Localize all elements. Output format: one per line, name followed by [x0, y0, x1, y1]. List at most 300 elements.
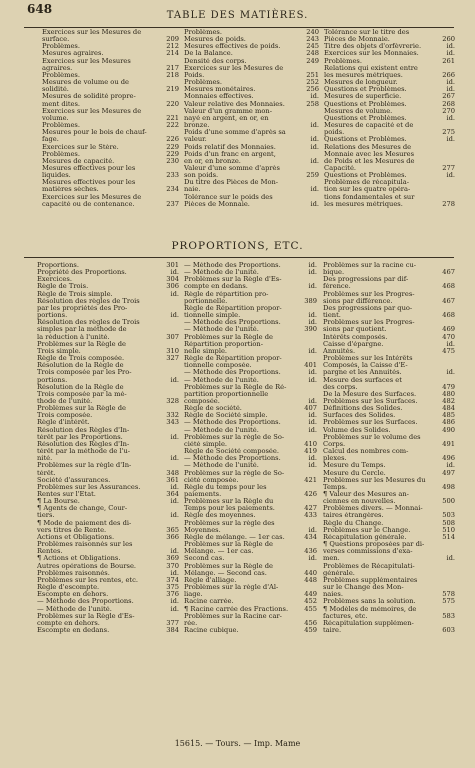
- toc-entry: [324, 93, 455, 100]
- toc-entry: [37, 434, 179, 441]
- toc-entry-title: Exercices sur les Mesures: [42, 57, 131, 65]
- toc-entry: [42, 93, 179, 100]
- toc-entry-page: 328: [166, 397, 179, 405]
- toc-entry: [323, 534, 455, 541]
- toc-entry-page: [161, 427, 179, 434]
- toc-entry: [42, 136, 179, 143]
- toc-entry-page: [161, 305, 179, 312]
- toc-entry-title: ciété composée.: [184, 476, 239, 484]
- toc-entry: [42, 115, 179, 122]
- toc-entry-title: Volume des Solides.: [323, 426, 391, 434]
- toc-entry: [184, 179, 319, 186]
- toc-entry-title: Problèmes sur la règle d'Al-: [184, 584, 279, 592]
- toc-entry: [324, 50, 455, 57]
- toc-entry-title: agraires.: [42, 64, 73, 72]
- toc-entry: [323, 262, 455, 269]
- toc-entry-page: [437, 276, 455, 283]
- toc-entry-page: 278: [442, 200, 455, 208]
- toc-entry-page: 475: [442, 347, 455, 355]
- toc-entry: [324, 158, 455, 165]
- toc-entry-page: 307: [166, 333, 179, 341]
- toc-entry-title: Monnaies effectives.: [184, 93, 254, 101]
- toc-entry-title: — Méthode de l'unité.: [184, 462, 259, 470]
- toc-entry-title: Problèmes divers. — Monnai-: [323, 505, 423, 513]
- toc-entry-title: Résolution de la Règle de: [37, 383, 124, 391]
- toc-entry-title: Problèmes sur les Surfaces.: [323, 397, 418, 405]
- toc-entry-page: 390: [304, 326, 317, 334]
- toc-entry: [323, 498, 455, 505]
- toc-entry-title: capacité ou de contenance.: [42, 200, 135, 208]
- toc-entry-title: Exercices.: [37, 276, 72, 284]
- toc-entry-page: [161, 108, 179, 115]
- toc-entry-page: 375: [166, 584, 179, 592]
- toc-entry-title: Problèmes sur la règle de So-: [184, 433, 285, 441]
- toc-entry: [37, 584, 179, 591]
- toc-entry: [323, 405, 455, 412]
- toc-entry-title: ¶ Actions et Obligations.: [37, 555, 121, 563]
- toc-column-top-3: [324, 29, 455, 208]
- toc-entry-title: vers titres de Rente.: [37, 526, 107, 534]
- toc-entry-page: 500: [442, 498, 455, 506]
- toc-entry: [37, 613, 179, 620]
- toc-entry-page: 389: [304, 297, 317, 305]
- toc-entry-title: Mélange. — 1er cas.: [184, 548, 254, 556]
- toc-entry-page: id.: [308, 526, 317, 534]
- toc-entry-title: De la Mesure des Surfaces.: [323, 390, 417, 398]
- toc-entry: [184, 312, 317, 319]
- toc-entry-title: Des progressions par dif-: [323, 276, 409, 284]
- toc-entry-page: 467: [442, 269, 455, 277]
- toc-entry-title: compte en dehors.: [37, 619, 100, 627]
- toc-entry: [323, 419, 455, 426]
- toc-entry-page: id.: [170, 376, 179, 384]
- toc-entry-title: sur le Change des Mon-: [323, 584, 404, 592]
- toc-entry: [323, 555, 455, 562]
- toc-entry-title: Problèmes sur la règle des: [184, 519, 275, 527]
- toc-entry: [37, 520, 179, 527]
- toc-entry-title: Poids d'une somme d'après sa: [184, 129, 286, 137]
- toc-entry: [37, 620, 179, 627]
- toc-entry-title: Résolution des Règles d'In-: [37, 426, 130, 434]
- toc-entry-page: id.: [310, 93, 319, 101]
- toc-entry-page: 327: [166, 355, 179, 363]
- toc-entry: [324, 122, 455, 129]
- toc-entry: [37, 541, 179, 548]
- toc-entry-title: simples par la méthode de: [37, 326, 127, 334]
- toc-entry-title: Mesures de volume.: [324, 107, 393, 115]
- toc-entry: [37, 384, 179, 391]
- toc-entry-page: 218: [166, 71, 179, 79]
- toc-entry-page: [437, 606, 455, 613]
- toc-entry-title: Problèmes sur la Règle de: [184, 562, 274, 570]
- toc-entry: [323, 341, 455, 348]
- toc-entry: [184, 606, 317, 613]
- toc-entry: [323, 505, 455, 512]
- toc-entry-page: [161, 79, 179, 86]
- toc-entry-page: id.: [170, 433, 179, 441]
- toc-entry-page: 332: [166, 412, 179, 420]
- toc-entry: [37, 598, 179, 605]
- toc-entry: [37, 527, 179, 534]
- toc-entry-page: 486: [442, 419, 455, 427]
- toc-entry-title: Problèmes raisonnés sur les: [37, 541, 133, 549]
- toc-entry: [37, 505, 179, 512]
- toc-entry-page: [161, 520, 179, 527]
- toc-entry-title: Racine carrée.: [184, 598, 234, 606]
- toc-entry-title: bique.: [323, 269, 345, 277]
- toc-entry-title: Problèmes de récapitula-: [324, 179, 410, 187]
- toc-entry-page: [161, 448, 179, 455]
- toc-entry-title: de Poids et les Mesures de: [324, 157, 415, 165]
- toc-entry-title: Poids relatif des Monnaies.: [184, 143, 276, 151]
- toc-entry-title: Problèmes sur la Règle de: [184, 541, 274, 549]
- toc-entry: [184, 627, 317, 634]
- toc-entry-title: tionnelle simple.: [184, 312, 241, 320]
- toc-entry-page: id.: [446, 86, 455, 94]
- toc-entry-title: Société d'assurances.: [37, 476, 111, 484]
- toc-entry-page: 578: [442, 591, 455, 599]
- toc-entry-title: ¶ Questions proposées par di-: [323, 541, 425, 549]
- toc-entry-page: id.: [310, 136, 319, 144]
- toc-entry-page: 497: [442, 469, 455, 477]
- toc-entry: [324, 172, 455, 179]
- toc-entry-title: paiements.: [184, 491, 222, 498]
- toc-entry-page: 490: [442, 426, 455, 434]
- toc-entry-page: 427: [304, 505, 317, 513]
- toc-entry-page: [161, 129, 179, 136]
- toc-entry: [323, 527, 455, 534]
- toc-entry: [37, 491, 179, 498]
- toc-entry-page: [437, 584, 455, 591]
- toc-entry: [37, 291, 179, 298]
- toc-entry-title: Règle de Répartition propor-: [184, 304, 282, 312]
- toc-entry: [184, 144, 319, 151]
- toc-entry-page: [301, 151, 319, 158]
- toc-entry: [42, 186, 179, 193]
- toc-entry: [323, 298, 455, 305]
- toc-entry: [324, 36, 455, 43]
- toc-entry-title: Problèmes.: [42, 43, 80, 51]
- toc-entry-title: Pièces de Monnaie.: [184, 200, 250, 208]
- toc-entry-page: 256: [306, 86, 319, 94]
- toc-entry: [324, 115, 455, 122]
- toc-entry: [42, 179, 179, 186]
- toc-entry-title: Problèmes sur le Change.: [323, 526, 411, 534]
- toc-entry-title: les mesures métriques.: [324, 71, 403, 79]
- toc-entry-title: férence.: [323, 283, 351, 291]
- toc-entry-title: factures, etc.: [323, 612, 368, 620]
- toc-entry: [42, 122, 179, 129]
- toc-entry-page: [437, 577, 455, 584]
- toc-entry: [324, 165, 455, 172]
- toc-entry-title: Résolution des Règles d'In-: [37, 440, 130, 448]
- toc-entry-title: Questions et Problèmes.: [324, 100, 407, 108]
- toc-entry-title: volume.: [42, 114, 69, 122]
- toc-entry: [184, 384, 317, 391]
- toc-entry-page: 470: [442, 333, 455, 341]
- toc-entry: [324, 79, 455, 86]
- toc-entry-page: 252: [306, 79, 319, 87]
- toc-entry-page: id.: [308, 262, 317, 269]
- toc-entry-page: 251: [306, 71, 319, 79]
- toc-entry-title: Mesures de longueur.: [324, 79, 398, 87]
- toc-entry: [37, 283, 179, 290]
- toc-entry-page: 583: [442, 612, 455, 620]
- toc-entry-title: Second cas.: [184, 555, 225, 563]
- toc-entry-title: Exercices sur les Mesures de: [184, 64, 284, 72]
- toc-entry-page: [437, 491, 455, 498]
- toc-entry-page: id.: [308, 397, 317, 405]
- toc-entry-title: — Méthode des Proportions.: [184, 419, 281, 427]
- toc-entry: [37, 441, 179, 448]
- toc-entry: [37, 570, 179, 577]
- toc-entry-page: [161, 298, 179, 305]
- toc-entry-page: [299, 470, 317, 477]
- toc-entry-page: 440: [304, 569, 317, 577]
- toc-entry-page: 401: [304, 362, 317, 370]
- toc-entry: [184, 527, 317, 534]
- toc-entry-page: 226: [166, 136, 179, 144]
- toc-entry-page: id.: [446, 462, 455, 470]
- toc-entry: [184, 341, 317, 348]
- toc-entry: [184, 165, 319, 172]
- toc-entry-page: [437, 548, 455, 555]
- toc-entry-title: ciété simple.: [184, 440, 228, 448]
- toc-entry-title: — Méthode des Proportions.: [184, 262, 281, 269]
- toc-entry-page: [437, 505, 455, 512]
- toc-entry: [37, 412, 179, 419]
- toc-entry-title: nité.: [37, 455, 53, 463]
- toc-entry-title: ¶ Agents de change, Cour-: [37, 505, 128, 513]
- toc-entry-title: Mesure du Temps.: [323, 462, 386, 470]
- toc-entry-page: id.: [310, 200, 319, 208]
- toc-entry-page: [301, 165, 319, 172]
- toc-entry-title: Moyennes.: [184, 526, 221, 534]
- toc-entry-title: Récapitulation supplémen-: [323, 619, 414, 627]
- toc-entry-title: Problèmes sur la Règle d'Es-: [37, 612, 135, 620]
- toc-entry-title: nayé en argent, en or, en: [184, 114, 269, 122]
- toc-entry: [184, 79, 319, 86]
- toc-entry: [324, 65, 455, 72]
- toc-entry-page: [161, 93, 179, 100]
- toc-entry-title: Règle de Trois.: [37, 283, 89, 291]
- toc-entry-title: Problèmes sur les Intérêts: [323, 355, 413, 363]
- toc-entry: [184, 93, 319, 100]
- toc-entry-page: id.: [446, 43, 455, 51]
- toc-entry-title: Capacité.: [324, 164, 357, 172]
- toc-entry-title: bronze.: [184, 122, 210, 130]
- toc-entry-title: surface.: [42, 36, 70, 44]
- toc-entry: [184, 298, 317, 305]
- toc-entry: [184, 441, 317, 448]
- toc-entry: [37, 419, 179, 426]
- toc-entry: [323, 563, 455, 570]
- toc-entry: [37, 405, 179, 412]
- toc-entry-title: — Méthode des Proportions.: [184, 319, 281, 327]
- toc-entry-page: id.: [170, 455, 179, 463]
- toc-entry: [323, 391, 455, 398]
- toc-entry-title: — Méthode de l'unité.: [184, 426, 259, 434]
- toc-entry: [184, 355, 317, 362]
- toc-entry-title: sions par quotient.: [323, 326, 387, 334]
- toc-entry-title: Problèmes.: [42, 150, 80, 158]
- toc-entry: [323, 512, 455, 519]
- toc-entry-title: Problèmes sur la Règle d'Es-: [184, 276, 282, 284]
- toc-entry-page: 261: [442, 57, 455, 65]
- toc-entry-title: Exercices sur le Stère.: [42, 143, 119, 151]
- section-rule: [24, 257, 454, 258]
- toc-entry-title: Problèmes sur la Règle de Ré-: [184, 383, 287, 391]
- toc-entry-page: [437, 319, 455, 326]
- toc-entry: [323, 269, 455, 276]
- toc-entry: [324, 86, 455, 93]
- toc-entry: [184, 613, 317, 620]
- toc-entry-page: [301, 129, 319, 136]
- toc-entry: [184, 326, 317, 333]
- toc-entry: [42, 86, 179, 93]
- toc-entry: [184, 108, 319, 115]
- toc-entry: [42, 201, 179, 208]
- toc-entry-title: — Méthode des Proportions.: [184, 369, 281, 377]
- toc-entry: [37, 334, 179, 341]
- toc-entry-title: Problèmes sans la solution.: [323, 598, 416, 606]
- toc-entry: [184, 122, 319, 129]
- toc-entry: [42, 165, 179, 172]
- toc-entry-page: id.: [308, 269, 317, 277]
- toc-entry: [184, 477, 317, 484]
- toc-entry-page: 384: [166, 626, 179, 634]
- toc-entry-page: id.: [308, 455, 317, 463]
- toc-entry-page: 364: [166, 491, 179, 498]
- toc-entry: [323, 541, 455, 548]
- toc-entry: [324, 179, 455, 186]
- toc-entry-page: [299, 384, 317, 391]
- toc-entry-page: [299, 613, 317, 620]
- running-head: TABLE DES MATIÈRES.: [166, 10, 309, 21]
- toc-entry-page: 482: [442, 397, 455, 405]
- toc-entry-title: men.: [323, 555, 340, 563]
- toc-entry-page: id.: [446, 369, 455, 377]
- toc-entry-page: [299, 341, 317, 348]
- toc-entry: [184, 534, 317, 541]
- toc-entry: [323, 520, 455, 527]
- toc-entry-page: 369: [166, 555, 179, 563]
- toc-entry-page: [437, 377, 455, 384]
- toc-entry: [37, 548, 179, 555]
- toc-entry: [37, 534, 179, 541]
- toc-entry: [184, 269, 317, 276]
- toc-entry: [323, 441, 455, 448]
- toc-entry-title: taires étrangères.: [323, 512, 384, 520]
- toc-entry-title: Récapitulation générale.: [323, 533, 407, 541]
- toc-entry: [42, 36, 179, 43]
- toc-entry-page: id.: [170, 483, 179, 491]
- toc-entry-page: 456: [304, 619, 317, 627]
- toc-entry: [184, 470, 317, 477]
- toc-entry: [37, 391, 179, 398]
- toc-entry-title: Mesures pour le bois de chauf-: [42, 129, 147, 137]
- toc-entry-title: Règle de mélange. — 1er cas.: [184, 533, 285, 541]
- toc-entry-title: Règle des moyennes.: [184, 512, 256, 520]
- toc-entry-page: 361: [166, 476, 179, 484]
- toc-entry-title: Mesure du Cercle.: [323, 469, 386, 477]
- toc-entry: [37, 606, 179, 613]
- toc-entry-title: tionnelle composée.: [184, 362, 252, 370]
- toc-entry-page: 459: [304, 626, 317, 634]
- toc-entry-title: Problèmes sur la racine cu-: [323, 262, 417, 269]
- toc-entry-page: [301, 65, 319, 72]
- toc-entry-title: sions par différence.: [323, 297, 393, 305]
- toc-entry-page: [161, 462, 179, 469]
- toc-entry: [184, 72, 319, 79]
- toc-entry: [184, 362, 317, 369]
- toc-entry-title: portions.: [37, 376, 68, 384]
- toc-entry: [324, 136, 455, 143]
- toc-entry-page: [437, 262, 455, 269]
- toc-entry-title: Caisse d'épargne.: [323, 340, 384, 348]
- toc-entry: [324, 101, 455, 108]
- toc-entry: [37, 326, 179, 333]
- toc-entry-title: ¶ Mode de paiement des di-: [37, 519, 132, 527]
- toc-entry: [37, 369, 179, 376]
- toc-column-bottom-2: [184, 262, 317, 634]
- toc-entry-page: 467: [442, 297, 455, 305]
- toc-entry: [324, 29, 455, 36]
- toc-entry-title: Mesures de capacité.: [42, 157, 115, 165]
- toc-entry-title: De la Balance.: [184, 50, 233, 58]
- toc-entry-page: 277: [442, 164, 455, 172]
- toc-entry: [184, 158, 319, 165]
- toc-entry-title: Questions et Problèmes.: [324, 114, 407, 122]
- toc-entry-title: Actions et Obligations.: [37, 533, 115, 541]
- toc-entry-page: [301, 194, 319, 201]
- toc-entry-title: Valeur d'un gramme mon-: [184, 107, 272, 115]
- toc-entry-title: — Méthode des Proportions.: [184, 455, 281, 463]
- toc-entry: [37, 341, 179, 348]
- toc-entry-title: Monnaie avec les Mesures: [324, 150, 415, 158]
- toc-entry-page: 343: [166, 419, 179, 427]
- toc-entry-page: id.: [308, 347, 317, 355]
- toc-entry-page: 365: [166, 526, 179, 534]
- toc-entry: [184, 584, 317, 591]
- toc-entry: [37, 512, 179, 519]
- toc-entry-page: [299, 498, 317, 505]
- toc-entry-page: [161, 179, 179, 186]
- toc-entry-page: [437, 448, 455, 455]
- toc-entry-title: Proportions.: [37, 262, 79, 269]
- toc-entry-page: 259: [306, 172, 319, 180]
- toc-entry: [184, 484, 317, 491]
- toc-entry: [37, 455, 179, 462]
- toc-entry-title: térêt par les Proportions.: [37, 433, 123, 441]
- toc-entry-page: [301, 179, 319, 186]
- toc-entry-page: 455: [304, 605, 317, 613]
- toc-entry-title: Composés, la Caisse d'É-: [323, 362, 408, 370]
- toc-entry: [324, 186, 455, 193]
- toc-entry-page: id.: [308, 412, 317, 420]
- toc-entry-page: 469: [442, 326, 455, 334]
- toc-entry-page: id.: [308, 426, 317, 434]
- toc-entry-title: plexes.: [323, 455, 347, 463]
- toc-entry-page: 485: [442, 412, 455, 420]
- toc-entry-page: 348: [166, 469, 179, 477]
- toc-entry-page: id.: [170, 498, 179, 506]
- toc-column-bottom-3: [323, 262, 455, 634]
- toc-entry: [323, 620, 455, 627]
- toc-entry-page: [161, 384, 179, 391]
- toc-entry: [323, 606, 455, 613]
- toc-entry-title: Pièces de Monnaie.: [324, 36, 390, 44]
